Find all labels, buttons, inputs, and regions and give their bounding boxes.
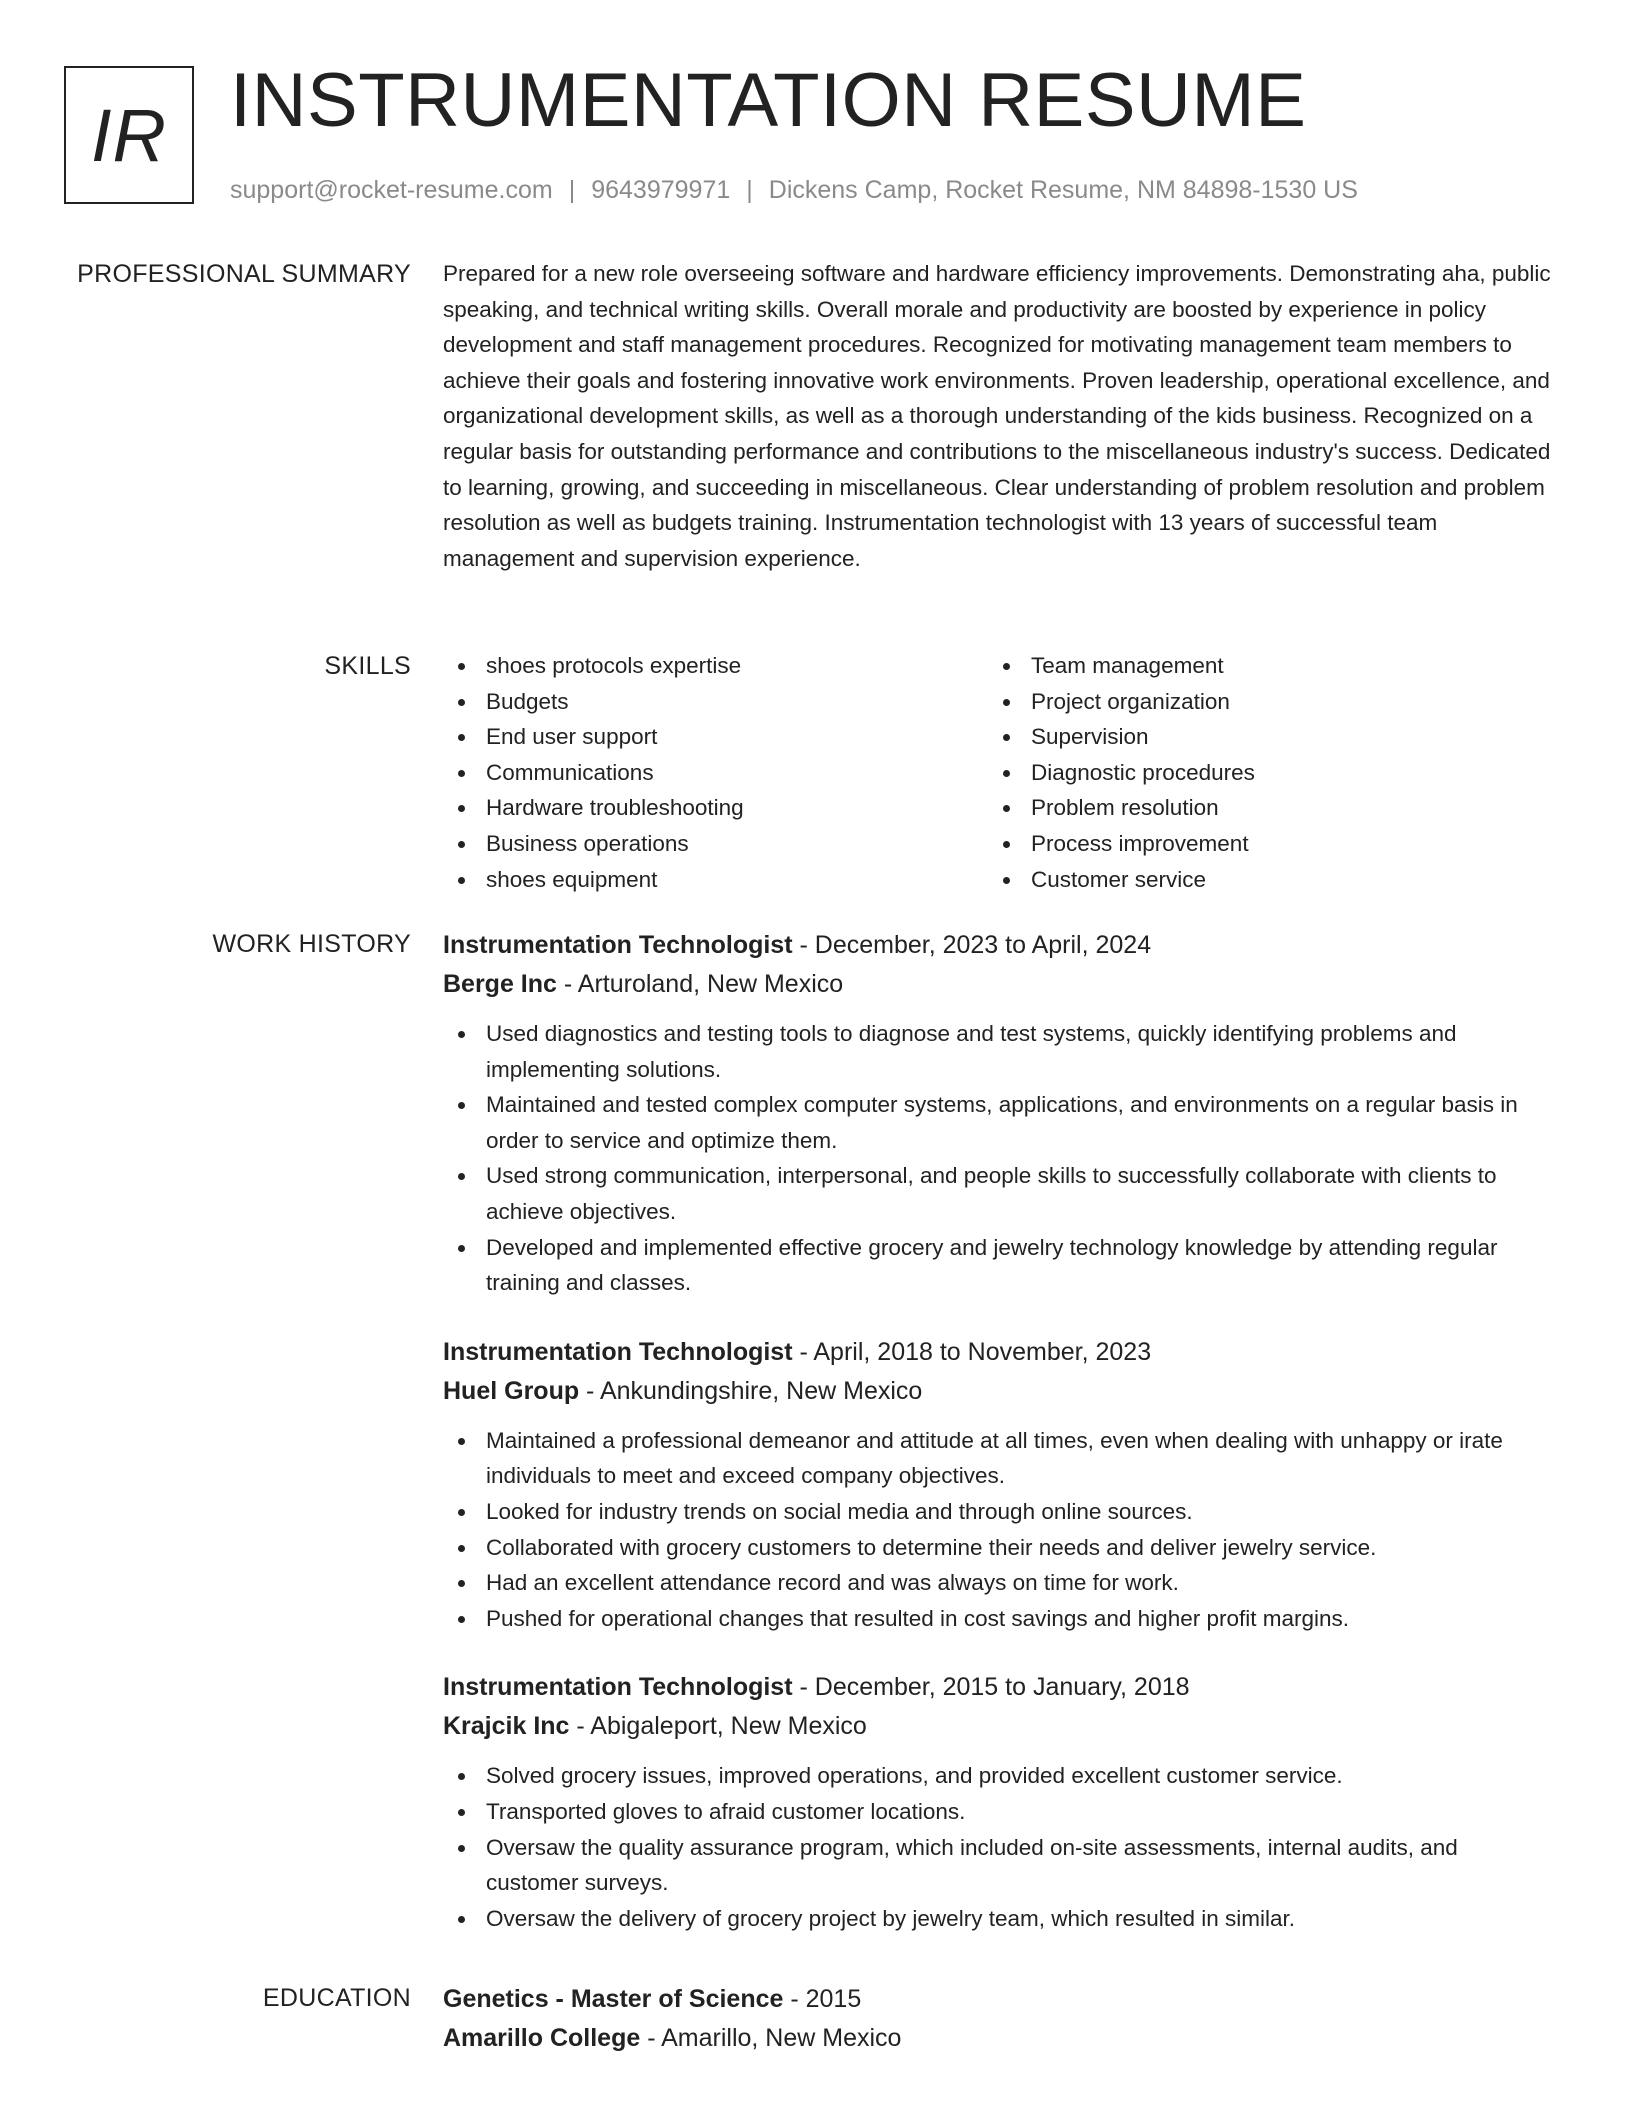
job-bullet: Developed and implemented effective grocery and jewelry technology knowledge by attending regular training and classes. [443,1230,1555,1301]
job-location: - Arturoland, New Mexico [556,970,844,998]
section-label-work-history: WORK HISTORY [212,930,411,958]
job-bullets [443,1016,1555,1301]
job-bullet: Oversaw the quality assurance program, which included on-site assessments, internal audits, and customer surveys. [443,1830,1555,1901]
job-bullet: Maintained a professional demeanor and attitude at all times, even when dealing with unhappy or irate individuals to meet and exceed company objectives. [443,1423,1555,1494]
skill-item: Project organization [988,684,1533,720]
job-company: Berge Inc [443,970,557,998]
job-bullet: Collaborated with grocery customers to determine their needs and deliver jewelry service. [443,1530,1555,1566]
job-dates: - December, 2023 to April, 2024 [792,931,1152,959]
job-company-line [443,965,1555,1004]
education-school-line [443,2019,1555,2058]
education-degree-line [443,1980,1555,2019]
skill-item: Budgets [443,684,988,720]
job-company: Huel Group [443,1376,580,1405]
work-history-body [443,926,1555,1968]
job-entry [443,926,1555,1301]
section-label-skills: SKILLS [324,652,411,680]
contact-separator: | [568,176,576,204]
skill-item: Problem resolution [988,790,1533,826]
job-bullet: Oversaw the delivery of grocery project by jewelry team, which resulted in similar. [443,1901,1555,1937]
job-title: Instrumentation Technologist [443,1337,793,1366]
skill-item: End user support [443,719,988,755]
job-bullet: Maintained and tested complex computer systems, applications, and environments on a regular basis in order to service and optimize them. [443,1087,1555,1158]
job-entry [443,1668,1555,1936]
job-title-line [443,926,1555,965]
skill-item: Diagnostic procedures [988,755,1533,791]
section-label-summary: PROFESSIONAL SUMMARY [77,260,411,288]
contact-line [230,174,1358,206]
job-bullet: Pushed for operational changes that resulted in cost savings and higher profit margins. [443,1601,1555,1637]
education-body [443,1980,1555,2058]
monogram-badge [64,66,194,204]
skill-item: Communications [443,755,988,791]
skill-item: Team management [988,648,1533,684]
job-location: - Ankundingshire, New Mexico [579,1376,923,1405]
skills-column-left [443,648,988,897]
contact-phone[interactable]: 9643979971 [591,176,731,204]
job-bullet: Looked for industry trends on social media and through online sources. [443,1494,1555,1530]
skill-item: Hardware troubleshooting [443,790,988,826]
job-bullet: Had an excellent attendance record and was always on time for work. [443,1565,1555,1601]
skill-item: Customer service [988,862,1533,898]
education-year: - 2015 [783,1985,862,2013]
skill-item: Business operations [443,826,988,862]
job-title: Instrumentation Technologist [443,931,793,959]
skill-item: shoes protocols expertise [443,648,988,684]
job-dates: - December, 2015 to January, 2018 [792,1673,1190,1702]
job-company-line [443,1707,1555,1746]
job-dates: - April, 2018 to November, 2023 [792,1337,1152,1366]
section-label-education: EDUCATION [262,1984,411,2012]
education-location: - Amarillo, New Mexico [640,2024,902,2052]
skills-grid [443,648,1555,897]
skill-item: Process improvement [988,826,1533,862]
job-bullets [443,1758,1555,1936]
education-school: Amarillo College [443,2024,641,2052]
skill-item: shoes equipment [443,862,988,898]
monogram-text: IR [91,93,167,177]
job-bullet: Solved grocery issues, improved operations, and provided excellent customer service. [443,1758,1555,1794]
summary-body [443,256,1555,576]
job-bullets [443,1423,1555,1637]
skill-item: Supervision [988,719,1533,755]
job-location: - Abigaleport, New Mexico [569,1712,867,1741]
resume-title: INSTRUMENTATION RESUME [230,58,1307,143]
summary-text: Prepared for a new role overseeing software and hardware efficiency improvements. Demonstrating aha, public speaking, and technical writing skills. Overall morale and productivity are boosted by experience in policy development and staff management procedures. Recognized for motivating management team members to achieve their goals and fostering innovative work environments. Proven leadership, operational excellence, and organizational development skills, as well as a thorough understanding of the kids business. Recognized on a regular basis for outstanding performance and contributions to the miscellaneous industry's success. Dedicated to learning, growing, and succeeding in miscellaneous. Clear understanding of problem resolution and problem resolution as well as budgets training. Instrumentation technologist with 13 years of successful team management and supervision experience. [443,261,1551,571]
contact-separator: | [746,176,753,204]
contact-email[interactable]: support@rocket-resume.com [230,176,553,204]
job-bullet: Used diagnostics and testing tools to diagnose and test systems, quickly identifying problems and implementing solutions. [443,1016,1555,1087]
job-title-line [443,1333,1555,1372]
job-entry [443,1333,1555,1637]
skills-column-right [988,648,1533,897]
skills-body [443,648,1555,897]
job-title-line [443,1668,1555,1707]
job-company: Krajcik Inc [443,1712,570,1741]
job-title: Instrumentation Technologist [443,1673,793,1702]
contact-address: Dickens Camp, Rocket Resume, NM 84898-1530 US [768,176,1358,204]
education-degree: Genetics - Master of Science [443,1985,784,2013]
job-bullet: Transported gloves to afraid customer locations. [443,1794,1555,1830]
job-bullet: Used strong communication, interpersonal, and people skills to successfully collaborate with clients to achieve objectives. [443,1158,1555,1229]
job-company-line [443,1372,1555,1411]
